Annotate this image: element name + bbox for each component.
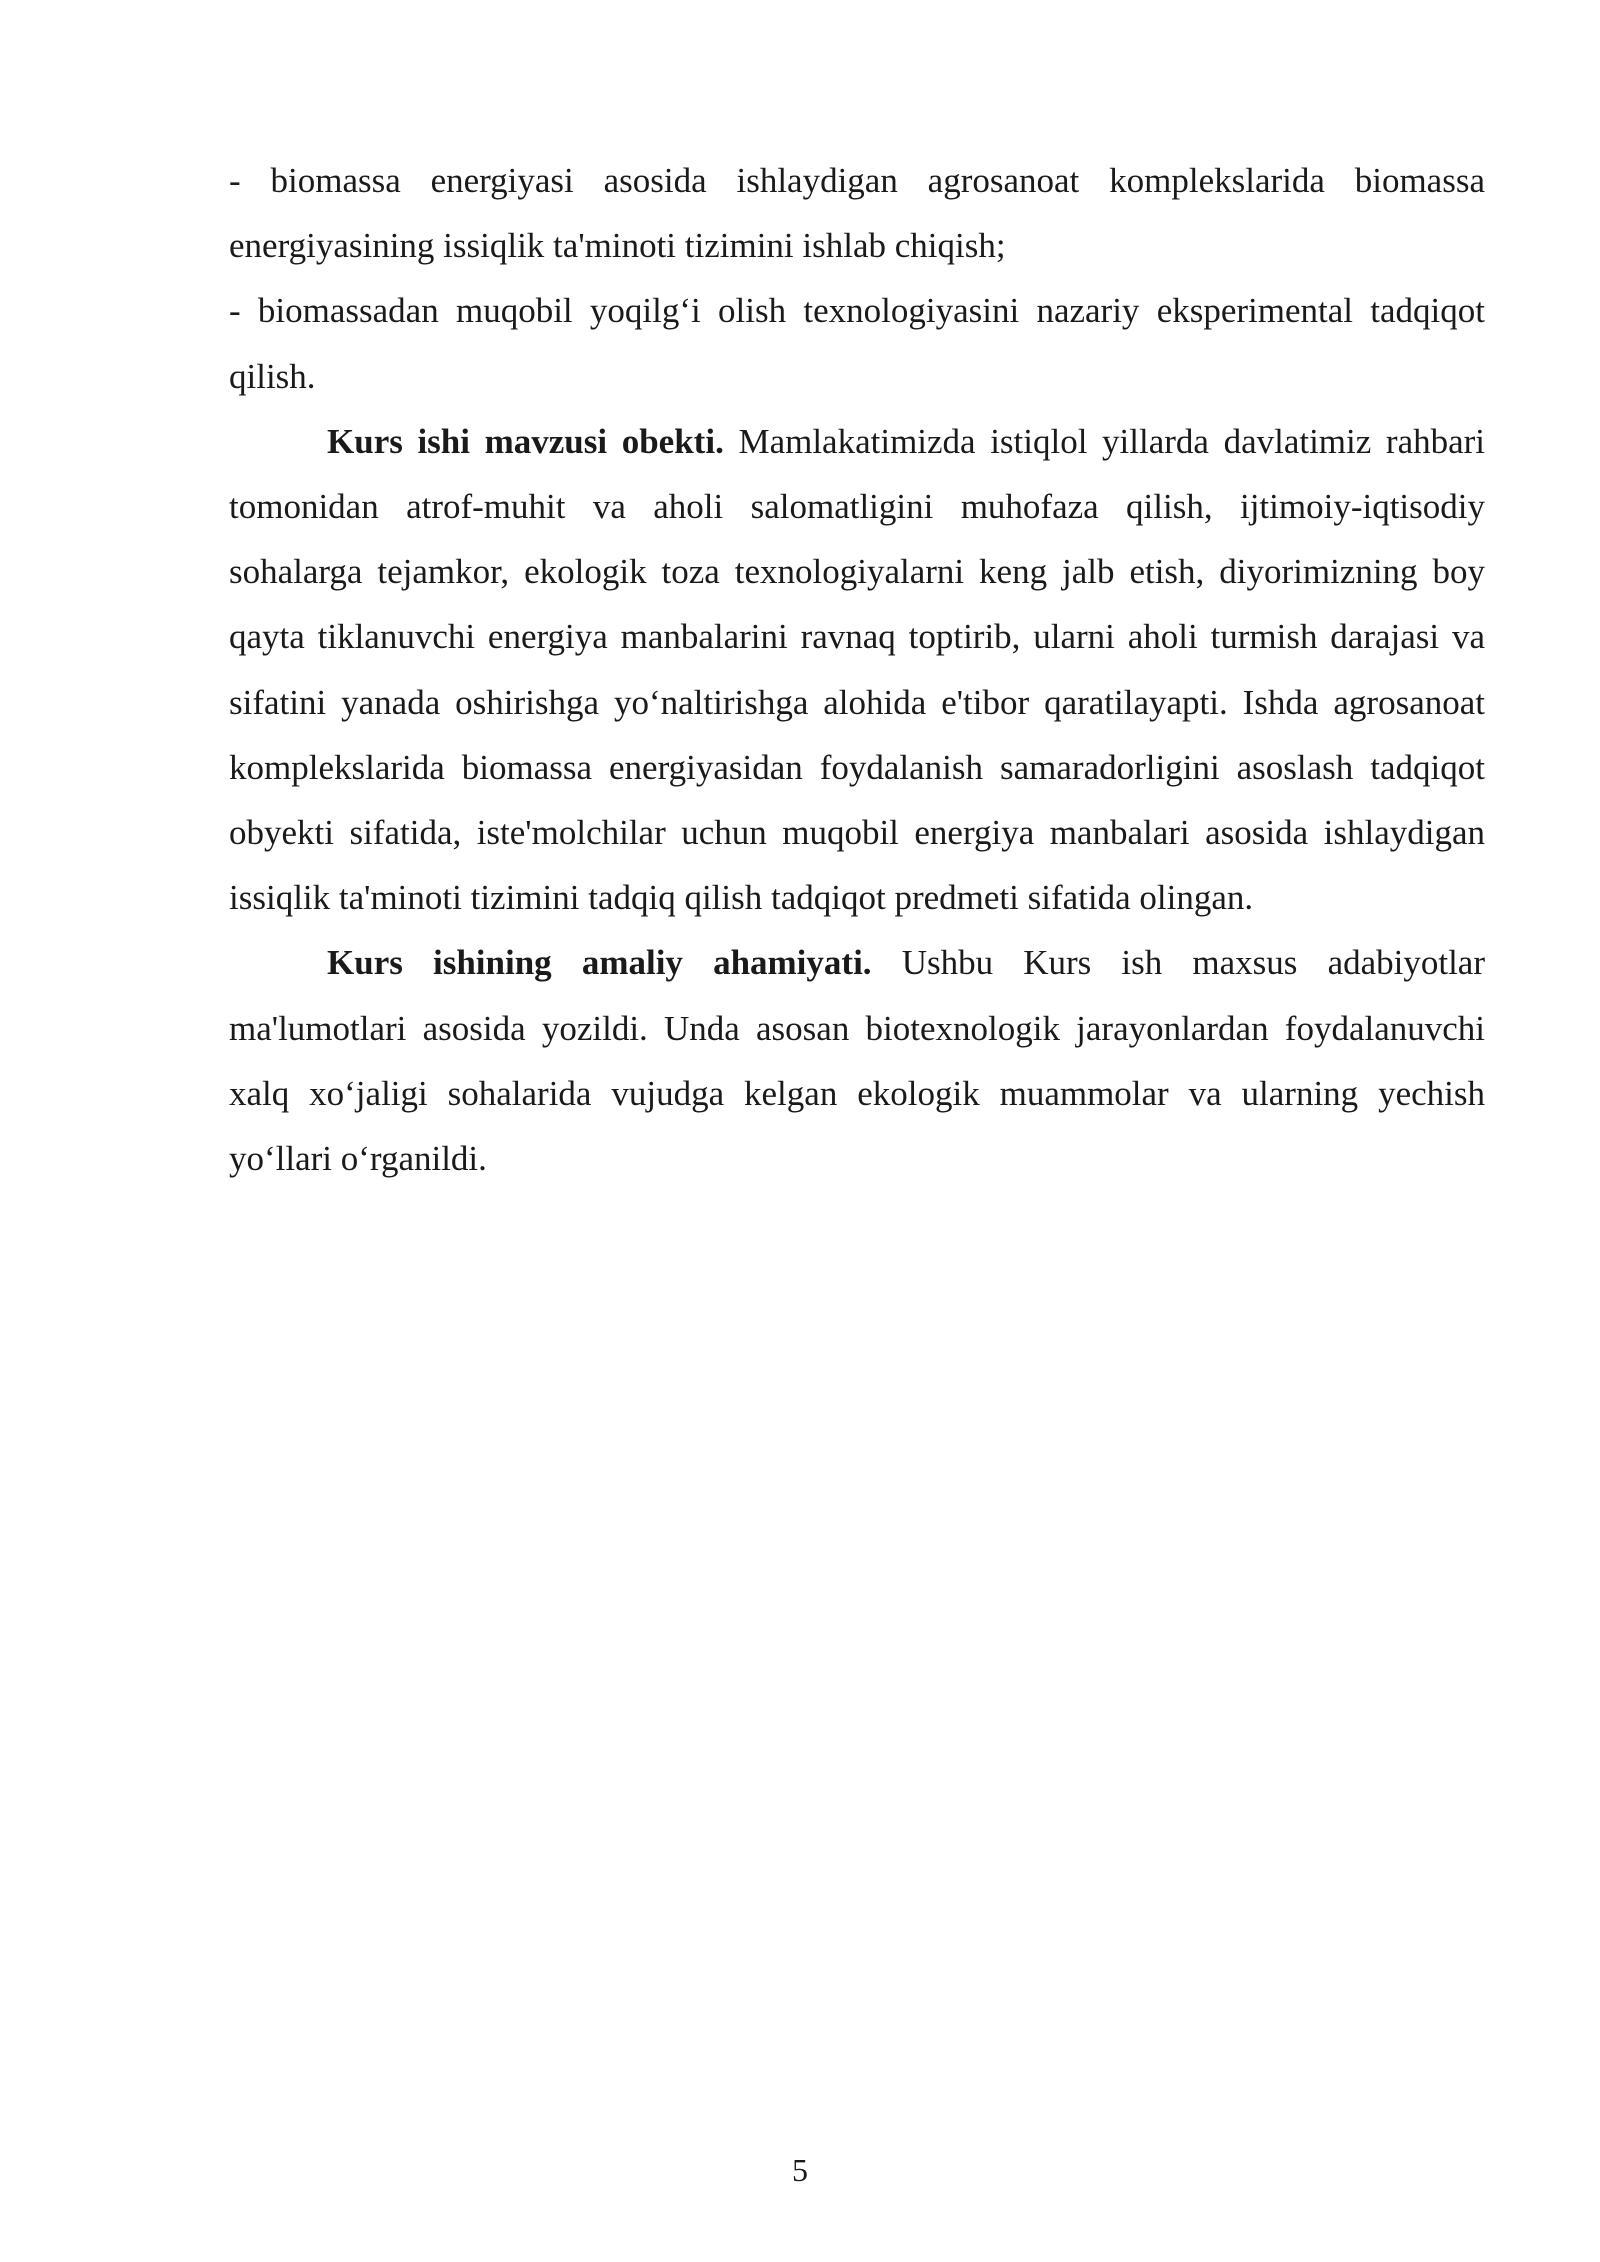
section-practical-heading: Kurs ishining amaliy ahamiyati. [327, 943, 872, 983]
bullet-item: - biomassa energiyasi asosida ishlaydigan agrosanoat komplekslarida biomassa energiyasining issiqlik ta'minoti tizimini ishlab chiqish; [229, 161, 1485, 266]
section-object-text: Mamlakatimizda istiqlol yillarda davlatimiz rahbari tomonidan atrof-muhit va aholi salomatligini muhofaza qilish, ijtimoiy-iqtisodiy sohalarga tejamkor, ekologik toza texnologiyalarni keng jalb etish, diyorimizning boy qayta tiklanuvchi energiya manbalarini ravnaq toptirib, ularni aholi turmish darajasi va sifatini yanada oshirishga yo‘naltirishga alohida e'tibor qaratilayapti. Ishda agrosanoat komplekslarida biomassa energiyasidan foydalanish samaradorligini asoslash tadqiqot obyekti sifatida, iste'molchilar uchun muqobil energiya manbalari asosida ishlaydigan issiqlik ta'minoti tizimini tadqiq qilish tadqiqot predmeti sifatida olingan. [229, 421, 1486, 918]
section-practical-paragraph [229, 930, 1485, 1191]
section-object-paragraph [229, 409, 1485, 931]
bullet-item: - biomassadan muqobil yoqilg‘i olish texnologiyasini nazariy eksperimental tadqiqot qilish. [229, 291, 1485, 396]
section-practical-text: Ushbu Kurs ish maxsus adabiyotlar ma'lumotlari asosida yozildi. Unda asosan biotexnologik jarayonlardan foydalanuvchi xalq xo‘jaligi sohalarida vujudga kelgan ekologik muammolar va ularning yechish yo‘llari o‘rganildi. [229, 943, 1485, 1179]
page-number: 5 [792, 2152, 808, 2188]
page-body [229, 148, 1485, 1191]
section-object-heading: Kurs ishi mavzusi obekti. [327, 421, 724, 461]
